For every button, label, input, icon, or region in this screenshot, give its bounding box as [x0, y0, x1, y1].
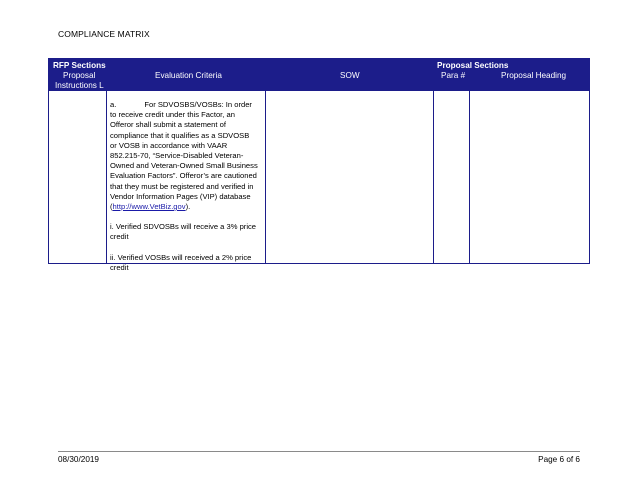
column-divider: [265, 91, 266, 263]
column-divider: [106, 91, 107, 263]
sdvosb-price-credit-text: i. Verified SDVOSBs will receive a 3% price credit: [110, 222, 257, 242]
column-header-sow: SOW: [340, 71, 360, 80]
column-header-proposal-heading: Proposal Heading: [501, 71, 567, 80]
criteria-text: For SDVOSBS/VOSBs: In order to receive credit under this Factor, an Offeror shall submit a statement of compliance that it qualifies as a SDVOSB or VOSB in accordance with VAAR 852.215-70, “Service-Disabled Veteran-Owned and Veteran-Owned Small Business Evaluation Factors”. Offeror’s are cautioned that they must be registered and verified in Vendor Information Pages (VIP) database (: [110, 100, 258, 212]
footer-divider: [58, 451, 580, 452]
page-number: Page 6 of 6: [538, 455, 580, 464]
compliance-matrix-table: [48, 58, 590, 272]
table-header: [49, 59, 589, 91]
document-title: COMPLIANCE MATRIX: [58, 29, 150, 39]
column-header-proposal-instructions: Proposal: [63, 71, 96, 80]
column-header-evaluation-criteria: Evaluation Criteria: [155, 71, 222, 80]
footer-date: 08/30/2019: [58, 455, 99, 464]
criteria-text-end: ).: [185, 202, 191, 212]
column-divider: [469, 91, 470, 263]
rfp-sections-header: RFP Sections: [53, 61, 106, 70]
proposal-sections-header: Proposal Sections: [437, 61, 509, 70]
vosb-price-credit-text: ii. Verified VOSBs will received a 2% price credit: [110, 252, 252, 272]
column-divider: [433, 91, 434, 263]
criteria-marker: a.: [110, 100, 117, 109]
column-header-para: Para #: [441, 71, 466, 80]
table-row: [49, 91, 589, 272]
vetbiz-link[interactable]: http://www.VetBiz.gov: [112, 202, 186, 212]
evaluation-criteria-cell: [110, 100, 258, 273]
column-header-proposal-instructions-line2: Instructions L: [55, 81, 104, 90]
